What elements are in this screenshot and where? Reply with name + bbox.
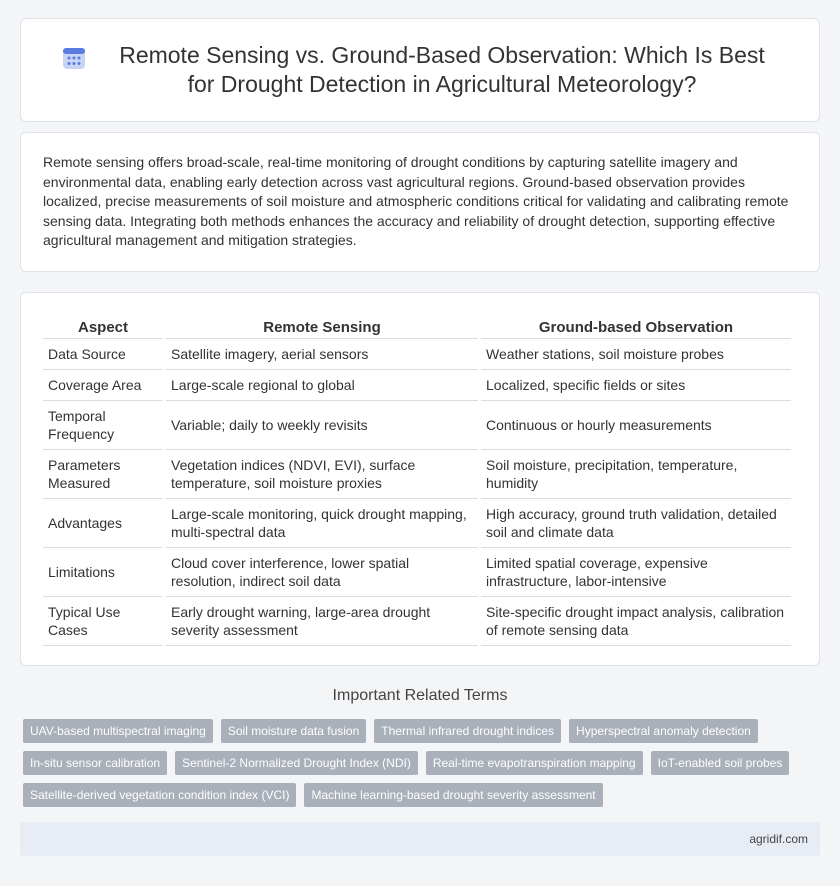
table-row — [43, 597, 791, 646]
table-row — [43, 450, 791, 499]
remote-cell: Early drought warning, large-area drought severity assessment — [166, 597, 478, 646]
aspect-cell: Temporal Frequency — [43, 401, 163, 450]
ground-cell: Continuous or hourly measurements — [481, 401, 791, 450]
header-aspect: Aspect — [43, 313, 163, 339]
related-terms-list — [23, 719, 823, 807]
table-header-row — [43, 313, 791, 339]
comparison-table-card — [20, 292, 820, 666]
term-tag[interactable]: Machine learning-based drought severity assessment — [304, 783, 602, 807]
header-ground-based: Ground-based Observation — [481, 313, 791, 339]
footer — [20, 822, 820, 856]
aspect-cell: Advantages — [43, 499, 163, 548]
aspect-cell: Limitations — [43, 548, 163, 597]
term-tag[interactable]: Thermal infrared drought indices — [374, 719, 561, 743]
intro-text: Remote sensing offers broad-scale, real-time monitoring of drought conditions by capturing satellite imagery and environmental data, enabling early detection across vast agricultural regions. Ground-based observation provides localized, precise measurements of soil moisture and atmospheric conditions critical for validating and calibrating remote sensing data. Integrating both methods enhances the accuracy and reliability of drought detection, supporting effective agricultural management and mitigation strategies. — [43, 154, 789, 248]
remote-cell: Variable; daily to weekly revisits — [166, 401, 478, 450]
comparison-table — [40, 313, 794, 646]
intro-card — [20, 132, 820, 272]
term-tag[interactable]: IoT-enabled soil probes — [651, 751, 790, 775]
table-row — [43, 548, 791, 597]
header-inner — [21, 41, 819, 99]
term-tag[interactable]: In-situ sensor calibration — [23, 751, 167, 775]
header-card — [20, 18, 820, 122]
related-terms-title: Important Related Terms — [332, 687, 508, 704]
aspect-cell: Data Source — [43, 339, 163, 370]
ground-cell: Limited spatial coverage, expensive infrastructure, labor-intensive — [481, 548, 791, 597]
ground-cell: Site-specific drought impact analysis, calibration of remote sensing data — [481, 597, 791, 646]
remote-cell: Large-scale monitoring, quick drought mapping, multi-spectral data — [166, 499, 478, 548]
remote-cell: Large-scale regional to global — [166, 370, 478, 401]
aspect-cell: Coverage Area — [43, 370, 163, 401]
term-tag[interactable]: Satellite-derived vegetation condition index (VCI) — [23, 783, 296, 807]
term-tag[interactable]: Real-time evapotranspiration mapping — [426, 751, 643, 775]
calendar-icon — [61, 45, 87, 71]
table-row — [43, 370, 791, 401]
ground-cell: Localized, specific fields or sites — [481, 370, 791, 401]
page-title: Remote Sensing vs. Ground-Based Observation: Which Is Best for Drought Detection in Agricultural Meteorology? — [119, 42, 765, 97]
ground-cell: Weather stations, soil moisture probes — [481, 339, 791, 370]
aspect-cell: Typical Use Cases — [43, 597, 163, 646]
footer-site-link[interactable]: agridif.com — [749, 832, 808, 846]
term-tag[interactable]: Soil moisture data fusion — [221, 719, 366, 743]
term-tag[interactable]: UAV-based multispectral imaging — [23, 719, 213, 743]
aspect-cell: Parameters Measured — [43, 450, 163, 499]
ground-cell: Soil moisture, precipitation, temperature, humidity — [481, 450, 791, 499]
table-row — [43, 401, 791, 450]
remote-cell: Cloud cover interference, lower spatial resolution, indirect soil data — [166, 548, 478, 597]
remote-cell: Vegetation indices (NDVI, EVI), surface temperature, soil moisture proxies — [166, 450, 478, 499]
ground-cell: High accuracy, ground truth validation, detailed soil and climate data — [481, 499, 791, 548]
table-row — [43, 499, 791, 548]
table-row — [43, 339, 791, 370]
term-tag[interactable]: Hyperspectral anomaly detection — [569, 719, 758, 743]
remote-cell: Satellite imagery, aerial sensors — [166, 339, 478, 370]
term-tag[interactable]: Sentinel-2 Normalized Drought Index (NDI) — [175, 751, 418, 775]
header-remote-sensing: Remote Sensing — [166, 313, 478, 339]
